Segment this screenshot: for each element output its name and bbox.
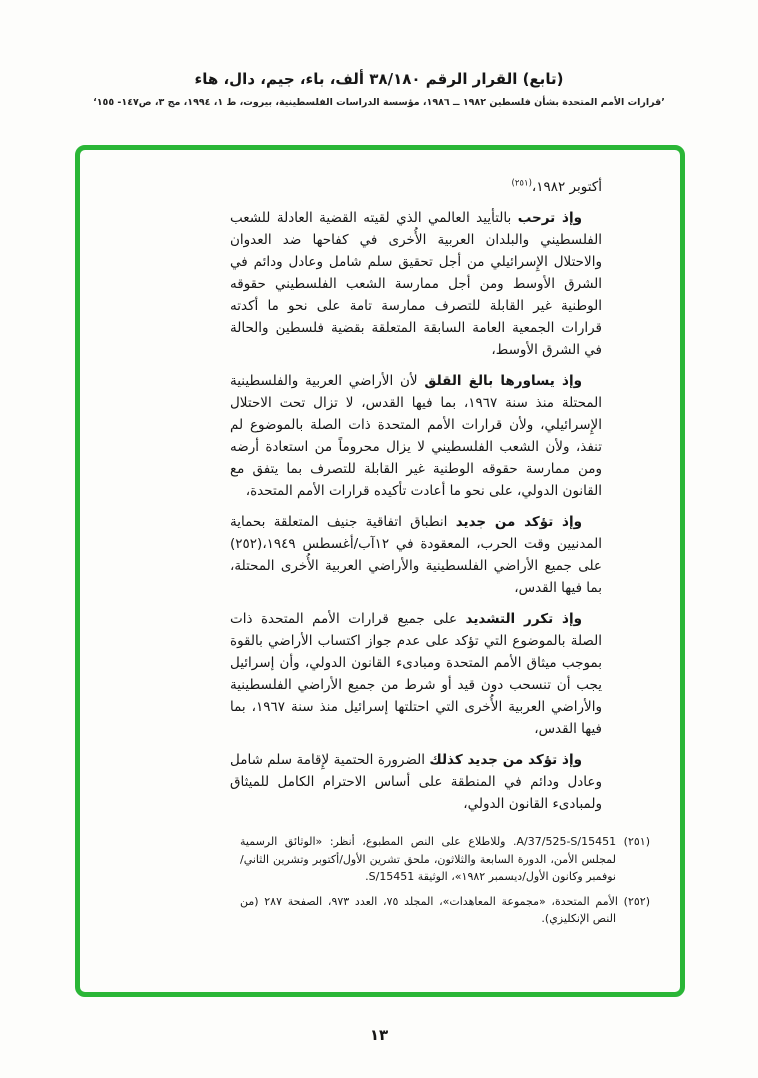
paragraph-lead: وإذ تؤكد من جديد كذلك	[429, 752, 582, 768]
preamble-paragraph	[230, 511, 602, 599]
source-citation: ’قرارات الأمم المتحدة بشأن فلسطين ١٩٨٢ ــ ١٩٨٦، مؤسسة الدراسات الفلسطينية، بيروت، ط ١، ١٩٩٤، مج ٣، ص١٤٧- ١٥٥‘	[93, 97, 665, 108]
preamble-paragraph	[230, 207, 602, 361]
footnote-marker: (٢٥١)	[623, 835, 650, 848]
footnote-ref-251: (٢٥١)	[511, 178, 532, 189]
footnote-text: الأمم المتحدة، «مجموعة المعاهدات»، المجلد ٧٥، العدد ٩٧٣، الصفحة ٢٨٧ (من النص الإنكليزي).	[240, 894, 618, 925]
paragraph-lead: وإذ يساورها بالغ القلق	[424, 373, 582, 389]
footnote-252	[240, 893, 650, 928]
paragraph-text: انطباق اتفاقية جنيف المتعلقة بحماية المدنيين وقت الحرب، المعقودة في ١٢آب/أغسطس ١٩٤٩،(٢٥٢) على جميع الأراضي الفلسطينية والأراضي العربية الأُخرى المحتلة، بما فيها القدس،	[230, 514, 602, 596]
paragraph-lead: وإذ ترحب	[517, 210, 582, 226]
date-text: أكتوبر ١٩٨٢،	[531, 179, 602, 195]
highlight-border-box	[75, 145, 685, 997]
footnote-251	[240, 833, 650, 886]
paragraph-lead: وإذ تكرر التشديد	[465, 611, 582, 627]
page-number: ١٣	[369, 1026, 389, 1044]
preamble-paragraph	[230, 370, 602, 502]
footnotes-section	[240, 833, 650, 928]
footnote-text: A/37/525-S/15451. وللاطلاع على النص المطبوع، أنظر: «الوثائق الرسمية لمجلس الأمن، الدورة السابعة والثلاثون، ملحق تشرين الأول/أكتوبر وتشرين الثاني/نوفمبر وكانون الأول/ديسمبر ١٩٨٢»، الوثيقة S/15451.	[240, 835, 617, 883]
resolution-title: (تابع) القرار الرقم ٣٨/١٨٠ ألف، باء، جيم، دال، هاء	[194, 70, 564, 88]
paragraph-text: على جميع قرارات الأمم المتحدة ذات الصلة بالموضوع التي تؤكد على عدم جواز اكتساب الأراضي بالقوة بموجب ميثاق الأمم المتحدة ومبادىء القانون الدولي، وأن إسرائيل يجب أن تنسحب دون قيد أو شرط من جميع الأراضي الفلسطينية والأراضي العربية الأُخرى التي احتلتها إسرائيل منذ سنة ١٩٦٧، بما فيها القدس،	[230, 611, 603, 737]
resolution-body	[230, 176, 602, 815]
footnote-marker: (٢٥٢)	[623, 894, 650, 908]
paragraph-text: لأن الأراضي العربية والفلسطينية المحتلة منذ سنة ١٩٦٧، بما فيها القدس، لا تزال تحت الاحتلال الإِسرائيلي، ولأن قرارات الأمم المتحدة ذات الصلة بالموضوع لم تنفذ، ولأن الشعب الفلسطيني لا يزال محروماً من استعادة أرضه ومن ممارسة حقوقه الوطنية غير القابلة للتصرف بما يتفق مع القانون الدولي، على نحو ما أعادت تأكيده قرارات الأمم المتحدة،	[230, 373, 602, 499]
paragraph-text: بالتأييد العالمي الذي لقيته القضية العادلة للشعب الفلسطيني والبلدان العربية الأُخرى في كفاحها ضد العدوان والاحتلال الإِسرائيلي من أجل تحقيق سلم شامل وعادل ودائم في الشرق الأوسط ومن أجل ممارسة الشعب الفلسطيني حقوقه الوطنية غير القابلة للتصرف ممارسة تامة على نحو ما أكدته قرارات الجمعية العامة السابقة المتعلقة بقضية فلسطين والحالة في الشرق الأوسط،	[230, 210, 602, 358]
preamble-paragraph	[230, 749, 602, 815]
paragraph-lead: وإذ تؤكد من جديد	[455, 514, 582, 530]
paragraph-text: الضرورة الحتمية لإِقامة سلم شامل وعادل ودائم في المنطقة على أساس الاحترام الكامل للميثاق ولمبادىء القانون الدولي،	[230, 752, 602, 812]
preamble-paragraph	[230, 608, 602, 740]
date-line	[230, 176, 602, 198]
page-header	[0, 70, 758, 108]
